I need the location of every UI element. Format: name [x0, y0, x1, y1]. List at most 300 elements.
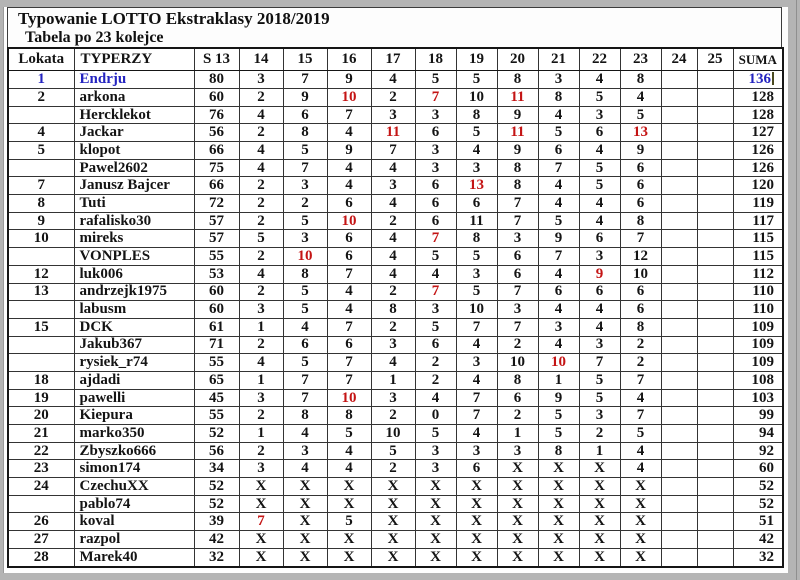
score-cell[interactable]: X [579, 531, 620, 549]
score-cell[interactable] [661, 407, 697, 425]
score-cell[interactable] [697, 495, 733, 513]
score-cell[interactable]: 5 [283, 283, 327, 301]
score-cell[interactable] [661, 195, 697, 213]
score-cell[interactable]: 5 [283, 212, 327, 230]
score-cell[interactable]: 6 [497, 248, 538, 266]
score-cell[interactable]: X [371, 531, 415, 549]
rank-cell[interactable]: 8 [8, 195, 74, 213]
score-cell[interactable]: 2 [497, 336, 538, 354]
score-cell[interactable]: 4 [538, 301, 579, 319]
score-cell[interactable]: 5 [415, 248, 456, 266]
rank-cell[interactable]: 13 [8, 283, 74, 301]
score-cell[interactable]: 4 [327, 460, 371, 478]
score-cell[interactable]: 4 [239, 354, 283, 372]
score-cell[interactable]: X [283, 513, 327, 531]
score-cell[interactable]: 11 [371, 124, 415, 142]
score-cell[interactable]: 6 [415, 212, 456, 230]
score-cell[interactable]: 9 [538, 230, 579, 248]
rank-cell[interactable]: 19 [8, 389, 74, 407]
score-cell[interactable]: 4 [579, 71, 620, 89]
score-cell[interactable]: 7 [538, 159, 579, 177]
score-cell[interactable]: 5 [538, 124, 579, 142]
score-cell[interactable]: 75 [194, 159, 239, 177]
score-cell[interactable] [697, 460, 733, 478]
score-cell[interactable]: X [620, 513, 661, 531]
rank-cell[interactable]: 9 [8, 212, 74, 230]
rank-cell[interactable]: 23 [8, 460, 74, 478]
suma-cell[interactable]: 110 [733, 283, 783, 301]
rank-cell[interactable] [8, 248, 74, 266]
suma-cell[interactable]: 52 [733, 478, 783, 496]
score-cell[interactable]: 5 [371, 442, 415, 460]
score-cell[interactable]: X [415, 531, 456, 549]
score-cell[interactable]: 4 [283, 425, 327, 443]
score-cell[interactable]: 6 [579, 124, 620, 142]
score-cell[interactable] [697, 336, 733, 354]
score-cell[interactable]: 4 [239, 159, 283, 177]
score-cell[interactable]: 7 [497, 283, 538, 301]
suma-cell[interactable]: 60 [733, 460, 783, 478]
score-cell[interactable]: 6 [456, 460, 497, 478]
rank-cell[interactable]: 1 [8, 71, 74, 89]
score-cell[interactable] [697, 371, 733, 389]
score-cell[interactable]: 2 [239, 212, 283, 230]
score-cell[interactable]: 72 [194, 195, 239, 213]
score-cell[interactable]: 6 [538, 142, 579, 160]
score-cell[interactable]: 2 [239, 442, 283, 460]
score-cell[interactable]: 2 [620, 354, 661, 372]
score-cell[interactable]: 7 [327, 318, 371, 336]
score-cell[interactable] [697, 301, 733, 319]
suma-cell[interactable]: 120 [733, 177, 783, 195]
score-cell[interactable]: 2 [239, 407, 283, 425]
score-cell[interactable]: 5 [327, 513, 371, 531]
score-cell[interactable]: 2 [371, 407, 415, 425]
rank-cell[interactable]: 28 [8, 548, 74, 566]
score-cell[interactable]: 9 [620, 142, 661, 160]
suma-cell[interactable]: 136 [733, 71, 783, 89]
player-name-cell[interactable]: ajdadi [74, 371, 194, 389]
score-cell[interactable]: 6 [415, 124, 456, 142]
score-cell[interactable]: 10 [371, 425, 415, 443]
score-cell[interactable] [661, 212, 697, 230]
score-cell[interactable] [661, 371, 697, 389]
score-cell[interactable]: 6 [620, 195, 661, 213]
score-cell[interactable]: 3 [239, 71, 283, 89]
score-cell[interactable] [697, 283, 733, 301]
score-cell[interactable]: 5 [283, 142, 327, 160]
score-cell[interactable]: 4 [371, 230, 415, 248]
score-cell[interactable]: 11 [497, 124, 538, 142]
score-cell[interactable]: 7 [497, 195, 538, 213]
score-cell[interactable] [697, 71, 733, 89]
score-cell[interactable]: X [327, 495, 371, 513]
score-cell[interactable]: 4 [371, 248, 415, 266]
score-cell[interactable]: 4 [579, 212, 620, 230]
suma-cell[interactable]: 92 [733, 442, 783, 460]
score-cell[interactable] [661, 442, 697, 460]
score-cell[interactable]: X [415, 495, 456, 513]
score-cell[interactable]: 5 [456, 283, 497, 301]
score-cell[interactable]: 71 [194, 336, 239, 354]
score-cell[interactable]: 55 [194, 354, 239, 372]
score-cell[interactable]: X [538, 513, 579, 531]
score-cell[interactable]: X [456, 531, 497, 549]
suma-cell[interactable]: 94 [733, 425, 783, 443]
score-cell[interactable]: X [371, 548, 415, 566]
score-cell[interactable]: 2 [371, 460, 415, 478]
score-cell[interactable] [661, 177, 697, 195]
player-name-cell[interactable]: pawelli [74, 389, 194, 407]
suma-cell[interactable]: 108 [733, 371, 783, 389]
score-cell[interactable]: 4 [538, 106, 579, 124]
player-name-cell[interactable]: Janusz Bajcer [74, 177, 194, 195]
rank-cell[interactable]: 20 [8, 407, 74, 425]
score-cell[interactable] [697, 425, 733, 443]
score-cell[interactable]: 4 [327, 177, 371, 195]
score-cell[interactable] [697, 548, 733, 566]
rank-cell[interactable]: 24 [8, 478, 74, 496]
player-name-cell[interactable]: rafalisko30 [74, 212, 194, 230]
score-cell[interactable]: 3 [497, 230, 538, 248]
score-cell[interactable] [661, 460, 697, 478]
score-cell[interactable]: 6 [620, 283, 661, 301]
rank-cell[interactable]: 27 [8, 531, 74, 549]
score-cell[interactable]: 10 [620, 265, 661, 283]
score-cell[interactable]: 3 [371, 177, 415, 195]
score-cell[interactable] [661, 301, 697, 319]
score-cell[interactable]: 5 [620, 425, 661, 443]
player-name-cell[interactable]: simon174 [74, 460, 194, 478]
score-cell[interactable]: 5 [283, 301, 327, 319]
score-cell[interactable]: 56 [194, 124, 239, 142]
score-cell[interactable]: 39 [194, 513, 239, 531]
score-cell[interactable]: 7 [371, 142, 415, 160]
score-cell[interactable]: 7 [283, 389, 327, 407]
score-cell[interactable]: 8 [283, 265, 327, 283]
column-header-17[interactable]: 17 [371, 48, 415, 71]
score-cell[interactable] [697, 318, 733, 336]
score-cell[interactable]: X [283, 548, 327, 566]
score-cell[interactable]: 4 [327, 124, 371, 142]
score-cell[interactable]: 2 [579, 425, 620, 443]
score-cell[interactable]: 11 [497, 88, 538, 106]
score-cell[interactable]: 80 [194, 71, 239, 89]
score-cell[interactable] [661, 478, 697, 496]
score-cell[interactable]: 2 [283, 195, 327, 213]
suma-cell[interactable]: 128 [733, 88, 783, 106]
score-cell[interactable]: 2 [239, 336, 283, 354]
score-cell[interactable] [661, 142, 697, 160]
suma-cell[interactable]: 126 [733, 159, 783, 177]
score-cell[interactable]: 5 [579, 159, 620, 177]
score-cell[interactable]: 7 [327, 265, 371, 283]
score-cell[interactable]: 8 [497, 71, 538, 89]
score-cell[interactable]: 4 [371, 195, 415, 213]
suma-cell[interactable]: 115 [733, 230, 783, 248]
score-cell[interactable]: 4 [327, 283, 371, 301]
score-cell[interactable]: 7 [456, 407, 497, 425]
score-cell[interactable]: 11 [456, 212, 497, 230]
score-cell[interactable]: X [371, 495, 415, 513]
score-cell[interactable]: 7 [415, 230, 456, 248]
score-cell[interactable]: 2 [415, 371, 456, 389]
score-cell[interactable]: 3 [456, 442, 497, 460]
score-cell[interactable]: 5 [538, 425, 579, 443]
score-cell[interactable]: 5 [456, 71, 497, 89]
column-header-25[interactable]: 25 [697, 48, 733, 71]
score-cell[interactable]: 65 [194, 371, 239, 389]
suma-cell[interactable]: 127 [733, 124, 783, 142]
player-name-cell[interactable]: andrzejk1975 [74, 283, 194, 301]
score-cell[interactable]: 3 [579, 248, 620, 266]
score-cell[interactable] [697, 442, 733, 460]
score-cell[interactable]: 7 [620, 230, 661, 248]
score-cell[interactable]: 8 [497, 159, 538, 177]
rank-cell[interactable]: 15 [8, 318, 74, 336]
suma-cell[interactable]: 109 [733, 318, 783, 336]
player-name-cell[interactable]: Kiepura [74, 407, 194, 425]
score-cell[interactable]: 52 [194, 495, 239, 513]
score-cell[interactable] [697, 212, 733, 230]
score-cell[interactable]: 1 [497, 425, 538, 443]
score-cell[interactable]: 7 [283, 371, 327, 389]
score-cell[interactable]: 9 [579, 265, 620, 283]
score-cell[interactable]: 6 [497, 265, 538, 283]
player-name-cell[interactable]: arkona [74, 88, 194, 106]
score-cell[interactable]: 10 [538, 354, 579, 372]
score-cell[interactable]: 3 [371, 336, 415, 354]
score-cell[interactable]: X [497, 548, 538, 566]
score-cell[interactable]: 3 [579, 407, 620, 425]
score-cell[interactable]: 61 [194, 318, 239, 336]
score-cell[interactable] [661, 425, 697, 443]
suma-cell[interactable]: 109 [733, 336, 783, 354]
score-cell[interactable]: X [456, 548, 497, 566]
score-cell[interactable]: 2 [239, 248, 283, 266]
score-cell[interactable]: 4 [283, 318, 327, 336]
score-cell[interactable]: X [239, 478, 283, 496]
score-cell[interactable]: X [327, 548, 371, 566]
player-name-cell[interactable]: marko350 [74, 425, 194, 443]
score-cell[interactable]: 4 [327, 159, 371, 177]
player-name-cell[interactable]: DCK [74, 318, 194, 336]
player-name-cell[interactable]: CzechuXX [74, 478, 194, 496]
score-cell[interactable]: 3 [283, 442, 327, 460]
score-cell[interactable]: 7 [456, 318, 497, 336]
score-cell[interactable]: 6 [579, 230, 620, 248]
score-cell[interactable]: 8 [538, 442, 579, 460]
player-name-cell[interactable]: labusm [74, 301, 194, 319]
score-cell[interactable]: 3 [239, 301, 283, 319]
score-cell[interactable]: 7 [327, 106, 371, 124]
score-cell[interactable]: 2 [620, 336, 661, 354]
score-cell[interactable]: X [497, 513, 538, 531]
player-name-cell[interactable]: Zbyszko666 [74, 442, 194, 460]
player-name-cell[interactable]: koval [74, 513, 194, 531]
score-cell[interactable]: 2 [415, 354, 456, 372]
score-cell[interactable]: 3 [283, 177, 327, 195]
column-header-18[interactable]: 18 [415, 48, 456, 71]
suma-cell[interactable]: 103 [733, 389, 783, 407]
rank-cell[interactable]: 5 [8, 142, 74, 160]
score-cell[interactable]: X [283, 531, 327, 549]
score-cell[interactable]: 4 [538, 265, 579, 283]
score-cell[interactable]: 4 [456, 371, 497, 389]
score-cell[interactable]: 3 [239, 460, 283, 478]
score-cell[interactable]: 5 [579, 177, 620, 195]
score-cell[interactable] [661, 495, 697, 513]
score-cell[interactable]: 2 [371, 318, 415, 336]
score-cell[interactable]: X [538, 495, 579, 513]
score-cell[interactable]: 4 [620, 442, 661, 460]
score-cell[interactable]: 4 [538, 336, 579, 354]
score-cell[interactable] [697, 513, 733, 531]
score-cell[interactable]: 52 [194, 425, 239, 443]
score-cell[interactable]: 4 [415, 389, 456, 407]
score-cell[interactable]: 32 [194, 548, 239, 566]
column-header-s-13[interactable]: S 13 [194, 48, 239, 71]
score-cell[interactable]: 6 [415, 195, 456, 213]
column-header-lokata[interactable]: Lokata [8, 48, 74, 71]
score-cell[interactable]: 3 [497, 442, 538, 460]
score-cell[interactable]: 1 [239, 371, 283, 389]
score-cell[interactable]: 13 [620, 124, 661, 142]
score-cell[interactable]: 4 [620, 460, 661, 478]
score-cell[interactable]: 2 [239, 124, 283, 142]
score-cell[interactable]: 6 [327, 195, 371, 213]
score-cell[interactable]: 6 [415, 336, 456, 354]
player-name-cell[interactable]: Tuti [74, 195, 194, 213]
score-cell[interactable] [697, 142, 733, 160]
score-cell[interactable]: 3 [415, 106, 456, 124]
score-cell[interactable]: X [415, 548, 456, 566]
score-cell[interactable]: 4 [579, 301, 620, 319]
column-header-20[interactable]: 20 [497, 48, 538, 71]
score-cell[interactable]: 5 [538, 407, 579, 425]
score-cell[interactable]: 6 [620, 177, 661, 195]
score-cell[interactable]: 7 [239, 513, 283, 531]
score-cell[interactable]: 10 [327, 389, 371, 407]
score-cell[interactable]: 34 [194, 460, 239, 478]
score-cell[interactable]: 2 [239, 195, 283, 213]
score-cell[interactable] [661, 318, 697, 336]
score-cell[interactable] [697, 265, 733, 283]
score-cell[interactable]: 6 [456, 195, 497, 213]
score-cell[interactable]: 5 [415, 318, 456, 336]
rank-cell[interactable]: 7 [8, 177, 74, 195]
score-cell[interactable]: 2 [371, 212, 415, 230]
suma-cell[interactable]: 99 [733, 407, 783, 425]
player-name-cell[interactable]: Endrju [74, 71, 194, 89]
score-cell[interactable] [661, 124, 697, 142]
score-cell[interactable]: 10 [283, 248, 327, 266]
score-cell[interactable]: X [579, 513, 620, 531]
score-cell[interactable] [661, 354, 697, 372]
score-cell[interactable]: 5 [415, 71, 456, 89]
score-cell[interactable]: 8 [371, 301, 415, 319]
score-cell[interactable]: 66 [194, 142, 239, 160]
player-name-cell[interactable]: Jakub367 [74, 336, 194, 354]
player-name-cell[interactable]: Jackar [74, 124, 194, 142]
score-cell[interactable]: 6 [620, 301, 661, 319]
rank-cell[interactable]: 2 [8, 88, 74, 106]
score-cell[interactable] [697, 124, 733, 142]
score-cell[interactable]: 8 [327, 407, 371, 425]
score-cell[interactable]: 2 [497, 407, 538, 425]
player-name-cell[interactable]: Hercklekot [74, 106, 194, 124]
player-name-cell[interactable]: rysiek_r74 [74, 354, 194, 372]
score-cell[interactable]: 13 [456, 177, 497, 195]
score-cell[interactable]: 3 [538, 318, 579, 336]
score-cell[interactable]: 3 [538, 71, 579, 89]
rank-cell[interactable]: 26 [8, 513, 74, 531]
score-cell[interactable] [697, 159, 733, 177]
column-header-21[interactable]: 21 [538, 48, 579, 71]
score-cell[interactable]: 8 [283, 124, 327, 142]
score-cell[interactable]: 7 [283, 159, 327, 177]
score-cell[interactable]: 4 [538, 177, 579, 195]
score-cell[interactable]: 60 [194, 301, 239, 319]
score-cell[interactable]: 4 [371, 71, 415, 89]
score-cell[interactable]: 4 [579, 318, 620, 336]
column-header-19[interactable]: 19 [456, 48, 497, 71]
rank-cell[interactable] [8, 495, 74, 513]
score-cell[interactable]: 10 [456, 88, 497, 106]
score-cell[interactable]: 3 [415, 442, 456, 460]
player-name-cell[interactable]: Marek40 [74, 548, 194, 566]
score-cell[interactable] [697, 230, 733, 248]
score-cell[interactable]: 3 [283, 230, 327, 248]
score-cell[interactable]: 8 [283, 407, 327, 425]
column-header-22[interactable]: 22 [579, 48, 620, 71]
rank-cell[interactable]: 18 [8, 371, 74, 389]
score-cell[interactable]: 1 [371, 371, 415, 389]
score-cell[interactable]: X [327, 531, 371, 549]
column-header-14[interactable]: 14 [239, 48, 283, 71]
score-cell[interactable]: X [497, 531, 538, 549]
score-cell[interactable]: 6 [327, 336, 371, 354]
score-cell[interactable]: 2 [239, 177, 283, 195]
score-cell[interactable]: 6 [579, 283, 620, 301]
score-cell[interactable]: 7 [327, 371, 371, 389]
score-cell[interactable]: 7 [497, 318, 538, 336]
score-cell[interactable]: X [620, 548, 661, 566]
score-cell[interactable]: X [579, 548, 620, 566]
score-cell[interactable]: X [371, 513, 415, 531]
score-cell[interactable] [661, 531, 697, 549]
score-cell[interactable] [661, 71, 697, 89]
score-cell[interactable]: 6 [283, 106, 327, 124]
score-cell[interactable]: 5 [620, 106, 661, 124]
score-cell[interactable] [697, 531, 733, 549]
rank-cell[interactable] [8, 301, 74, 319]
score-cell[interactable]: X [327, 478, 371, 496]
score-cell[interactable]: 4 [327, 442, 371, 460]
score-cell[interactable]: X [579, 460, 620, 478]
suma-cell[interactable]: 115 [733, 248, 783, 266]
score-cell[interactable]: 8 [456, 106, 497, 124]
score-cell[interactable]: 10 [497, 354, 538, 372]
score-cell[interactable]: 8 [538, 88, 579, 106]
suma-cell[interactable]: 126 [733, 142, 783, 160]
score-cell[interactable]: 57 [194, 212, 239, 230]
score-cell[interactable]: 3 [415, 159, 456, 177]
score-cell[interactable]: 4 [371, 159, 415, 177]
suma-cell[interactable]: 128 [733, 106, 783, 124]
score-cell[interactable]: 7 [283, 71, 327, 89]
score-cell[interactable]: X [497, 478, 538, 496]
